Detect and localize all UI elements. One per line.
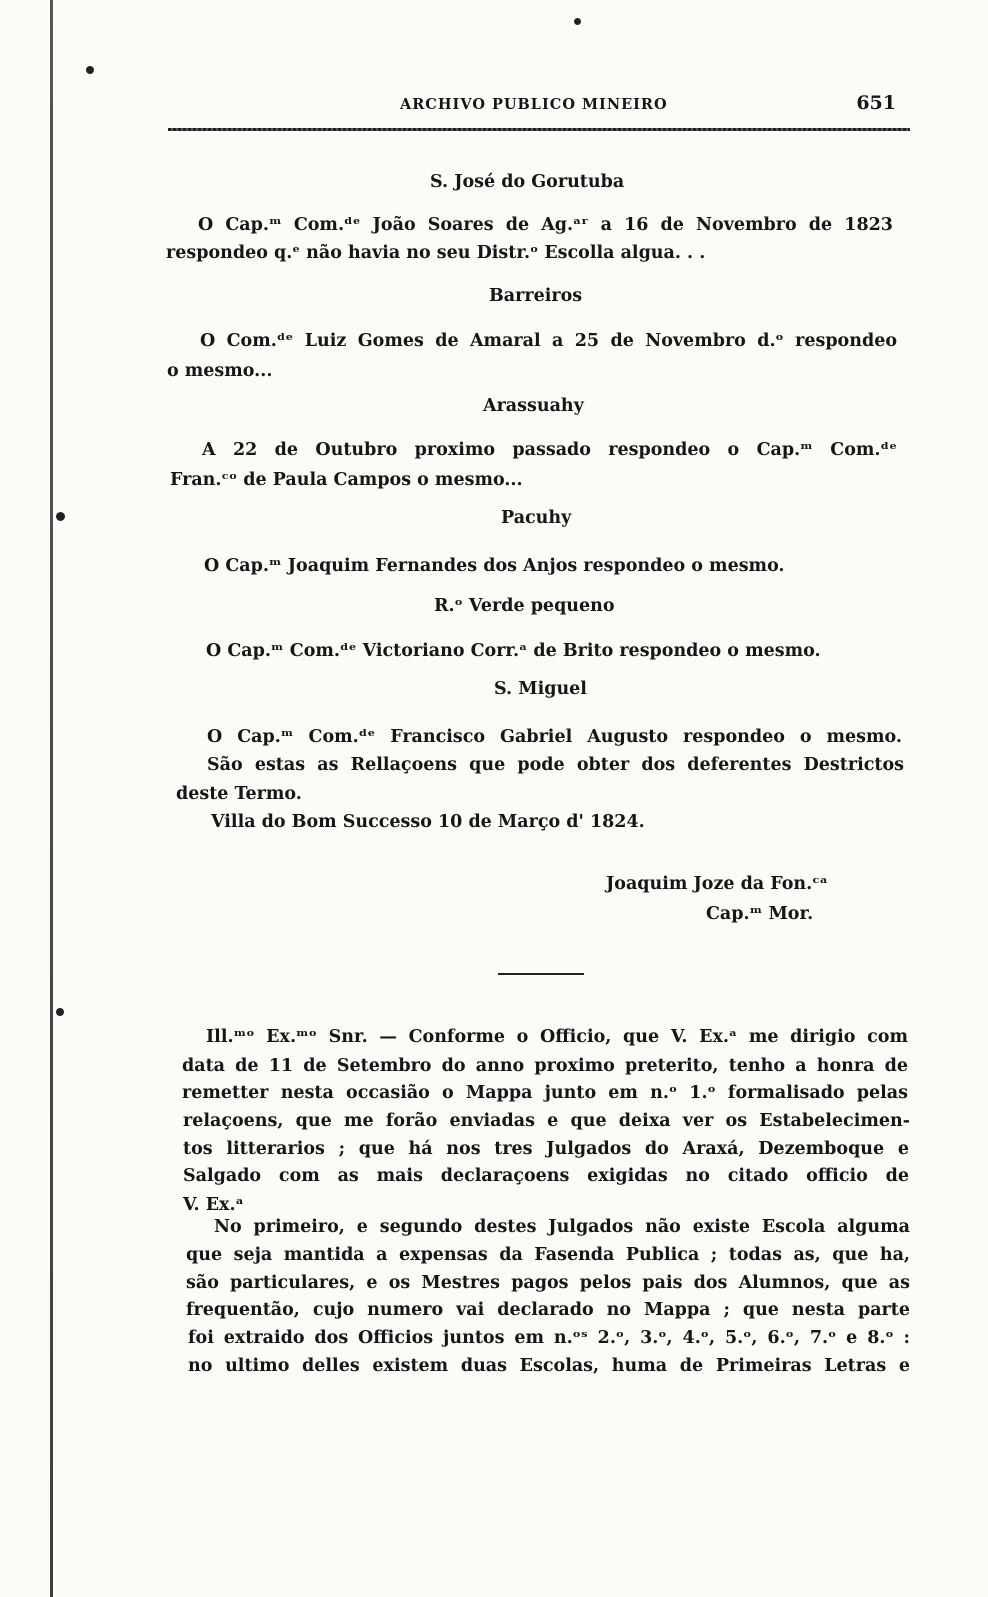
text-line: deste Termo. <box>176 784 302 804</box>
letter-line: tos litterarios ; que há nos tres Julgados do Araxá, Dezemboque e <box>183 1139 909 1159</box>
section-heading: Arassuahy <box>483 396 584 416</box>
ink-speck <box>56 512 65 521</box>
letter-line: V. Ex.ᵃ <box>183 1195 244 1215</box>
page-number: 651 <box>856 92 896 114</box>
letter-line: Ill.ᵐᵒ Ex.ᵐᵒ Snr. — Conforme o Officio, que V. Ex.ᵃ me dirigio com <box>206 1027 908 1047</box>
binding-edge <box>50 0 53 1597</box>
section-heading: R.ᵒ Verde pequeno <box>434 596 615 616</box>
letter-line: relaçoens, que me forão enviadas e que deixa ver os Estabelecimen- <box>183 1111 910 1131</box>
section-heading: Barreiros <box>489 286 583 306</box>
letter-line: frequentão, cujo numero vai declarado no Mappa ; que nesta parte <box>186 1300 910 1320</box>
ink-speck <box>574 18 581 25</box>
section-separator <box>498 973 584 975</box>
ink-speck <box>86 66 94 74</box>
letter-line: No primeiro, e segundo destes Julgados não existe Escola alguma <box>214 1217 910 1237</box>
text-line: o mesmo... <box>167 361 273 381</box>
text-line: Villa do Bom Successo 10 de Março d' 1824. <box>211 812 645 832</box>
signature-name: Joaquim Joze da Fon.ᶜᵃ <box>606 874 828 894</box>
letter-line: são particulares, e os Mestres pagos pelos pais dos Alumnos, que as <box>186 1273 910 1293</box>
section-heading: S. Miguel <box>494 679 587 699</box>
letter-line: remetter nesta occasião o Mappa junto em n.ᵒ 1.ᵒ formalisado pelas <box>182 1083 908 1103</box>
running-title: ARCHIVO PUBLICO MINEIRO <box>400 96 668 113</box>
letter-line: no ultimo delles existem duas Escolas, huma de Primeiras Letras e <box>188 1356 910 1376</box>
section-heading: Pacuhy <box>501 508 572 528</box>
text-line: O Cap.ᵐ Com.ᵈᵉ Francisco Gabriel Augusto respondeo o mesmo. <box>207 727 902 747</box>
text-line: A 22 de Outubro proximo passado respondeo o Cap.ᵐ Com.ᵈᵉ <box>202 440 897 460</box>
page-header <box>165 88 910 114</box>
letter-line: que seja mantida a expensas da Fasenda Publica ; todas as, que ha, <box>186 1245 910 1265</box>
header-rule <box>168 128 910 131</box>
ink-speck <box>56 1008 64 1016</box>
text-line: O Cap.ᵐ Joaquim Fernandes dos Anjos respondeo o mesmo. <box>204 556 785 576</box>
signature-title: Cap.ᵐ Mor. <box>706 904 814 924</box>
text-line: Fran.ᶜᵒ de Paula Campos o mesmo... <box>170 470 523 490</box>
letter-line: data de 11 de Setembro do anno proximo preterito, tenho a honra de <box>182 1056 908 1076</box>
text-line: O Com.ᵈᵉ Luiz Gomes de Amaral a 25 de Novembro d.ᵒ respondeo <box>200 331 897 351</box>
text-line: O Cap.ᵐ Com.ᵈᵉ Victoriano Corr.ᵃ de Brito respondeo o mesmo. <box>206 641 821 661</box>
text-line: respondeo q.ᵉ não havia no seu Distr.ᵒ Escolla algua. . . <box>166 243 706 263</box>
text-line: O Cap.ᵐ Com.ᵈᵉ João Soares de Ag.ᵃʳ a 16 de Novembro de 1823 <box>198 215 893 235</box>
letter-line: Salgado com as mais declaraçoens exigidas no citado officio de <box>183 1166 909 1186</box>
text-line: São estas as Rellaçoens que pode obter dos deferentes Destrictos <box>207 755 904 775</box>
section-heading: S. José do Gorutuba <box>430 172 625 192</box>
letter-line: foi extraido dos Officios juntos em n.ᵒˢ 2.ᵒ, 3.ᵒ, 4.ᵒ, 5.ᵒ, 6.ᵒ, 7.ᵒ e 8.ᵒ : <box>188 1328 910 1348</box>
